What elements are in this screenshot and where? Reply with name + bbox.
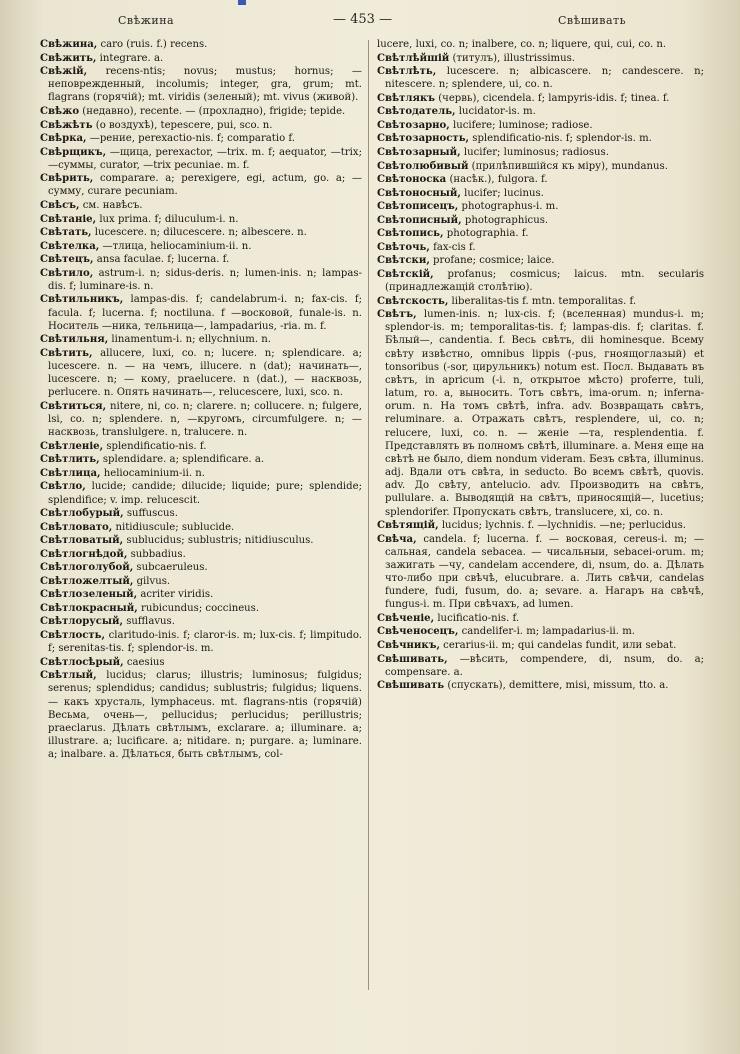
entry-definition: sufflavus. xyxy=(123,616,175,628)
entry-headword: Свѣрить, xyxy=(40,173,94,185)
page-number: — 453 — xyxy=(333,12,393,27)
entry-definition: astrum-i. n; sidus-deris. n; lumen-inis. n; lampas-dis. f; luminare-is. n. xyxy=(48,267,362,292)
entry-headword: Свѣтлый, xyxy=(40,670,97,682)
entry-headword: Свѣтлобурый, xyxy=(40,508,124,520)
entry-headword: Свѣтать, xyxy=(40,227,92,239)
dictionary-entry xyxy=(40,521,362,534)
entry-headword: Свѣсъ, xyxy=(40,200,80,211)
entry-headword: Свѣтлосѣрый, xyxy=(40,656,124,668)
entry-headword: Свѣжина, xyxy=(40,39,98,50)
dictionary-entry xyxy=(40,199,362,212)
entry-headword: Свѣшивать, xyxy=(377,653,448,665)
dictionary-entry xyxy=(377,639,704,652)
dictionary-entry xyxy=(377,187,704,200)
entry-headword: Свѣрка, xyxy=(40,133,87,145)
entry-definition: caesius xyxy=(123,656,165,668)
entry-definition: subcaeruleus. xyxy=(133,562,208,574)
entry-headword: Свѣтловатый, xyxy=(40,535,124,547)
dictionary-entry xyxy=(377,679,704,692)
entry-definition: ansa faculae. f; lucerna. f. xyxy=(93,254,230,266)
entry-headword: Свѣрщикъ, xyxy=(40,146,107,158)
entry-definition: (спускать), demittere, misi, missum, tto. a. xyxy=(444,680,669,692)
entry-headword: Свѣченосецъ, xyxy=(377,626,459,638)
entry-headword: Свѣчникъ, xyxy=(377,640,440,652)
entry-definition: gilvus. xyxy=(133,575,171,587)
entry-headword: Свѣтлорусый, xyxy=(40,616,124,628)
dictionary-entry xyxy=(40,561,362,574)
entry-headword: Свѣтозарный, xyxy=(377,146,461,158)
entry-headword: Свѣтскій, xyxy=(377,268,434,280)
entry-headword: Свѣжить, xyxy=(40,52,97,64)
entry-definition: lucide; candide; dilucide; liquide; pure; splendide; splendifice; v. imp. relucescit. xyxy=(48,481,362,506)
entry-headword: Свѣтелка, xyxy=(40,240,100,252)
entry-definition: cerarius-ii. m; qui candelas fundit, или sebat. xyxy=(439,640,677,652)
entry-headword: Свѣтлѣйшій xyxy=(377,52,450,64)
entry-definition: profane; cosmice; laice. xyxy=(429,255,555,267)
entry-headword: Свѣтлица, xyxy=(40,467,101,479)
dictionary-entry xyxy=(40,226,362,239)
entry-definition: nitidiuscule; sublucide. xyxy=(112,521,235,533)
entry-definition: —тлица, heliocaminium-ii. n. xyxy=(99,240,252,252)
entry-definition: splendificatio-nis. f; splendor-is. m. xyxy=(469,133,652,145)
entry-definition: lucescere. n; dilucescere. n; albescere. n. xyxy=(91,227,307,239)
entry-headword: Свѣча, xyxy=(377,533,417,545)
entry-headword: Свѣтопись, xyxy=(377,228,444,240)
entry-headword: Свѣтописный, xyxy=(377,214,462,226)
entry-definition: splendidare. a; splendificare. a. xyxy=(99,454,265,466)
entry-definition: linamentum-i. n; ellychnium. n. xyxy=(108,334,271,346)
dictionary-entry xyxy=(377,146,704,159)
dictionary-entry xyxy=(377,533,704,612)
entry-definition: rubicundus; coccineus. xyxy=(137,602,260,614)
dictionary-entry xyxy=(377,119,704,132)
entry-definition: —рение, perexactio-nis. f; comparatio f. xyxy=(86,133,295,145)
dictionary-entry xyxy=(377,200,704,213)
entry-headword: Свѣтлякъ xyxy=(377,92,436,104)
entry-definition: lucere, luxi, co. n; inalbere, co. n; liquere, qui, cui, co. n. xyxy=(377,39,667,50)
entry-definition: candela. f; lucerna. f. — восковая, cereus-i. m; — сальная, candela sebacea. — чисальныи, sebacei-orum. m; зажигать —чу, candelam accendere, di, nsum, do. a. Дѣлать что-либо при свѣчѣ, elucubrare. a. Лить свѣчи, candelas fundere, fudi, fusum, do. a; sevare. a. Нагаръ на свѣчѣ, fungus-i. m. При свѣчахъ, ad lumen. xyxy=(385,533,704,611)
entry-headword: Свѣтецъ, xyxy=(40,254,94,266)
entry-definition: photographus-i. m. xyxy=(458,201,559,213)
dictionary-entry xyxy=(40,656,362,669)
dictionary-entry xyxy=(40,575,362,588)
dictionary-entry xyxy=(377,308,704,519)
dictionary-entry xyxy=(40,347,362,400)
dictionary-entry xyxy=(40,253,362,266)
entry-definition: lux prima. f; diluculum-i. n. xyxy=(96,213,239,225)
dictionary-entry xyxy=(40,453,362,466)
entry-headword: Свѣтски, xyxy=(377,255,430,267)
right-column xyxy=(377,38,704,693)
dictionary-entry xyxy=(40,602,362,615)
entry-headword: Свѣтскость, xyxy=(377,295,449,307)
dictionary-entry xyxy=(377,52,704,65)
entry-definition: lucificatio-nis. f. xyxy=(434,612,520,624)
dictionary-entry xyxy=(40,548,362,561)
dictionary-entry xyxy=(377,227,704,240)
entry-headword: Свѣтлить, xyxy=(40,454,100,466)
entry-definition: liberalitas-tis f. mtn. temporalitas. f. xyxy=(448,295,637,307)
entry-definition: suffuscus. xyxy=(123,508,178,520)
dictionary-entry xyxy=(40,669,362,761)
dictionary-entry xyxy=(40,240,362,253)
entry-headword: Свѣтлѣть, xyxy=(377,66,437,78)
dictionary-entry xyxy=(40,65,362,104)
dictionary-entry xyxy=(40,534,362,547)
dictionary-entry xyxy=(40,293,362,332)
entry-headword: Свѣточь, xyxy=(377,241,430,253)
dictionary-entry xyxy=(40,172,362,198)
dictionary-entry xyxy=(40,267,362,293)
entry-headword: Свѣшивать xyxy=(377,680,445,692)
entry-definition: caro (ruis. f.) recens. xyxy=(97,39,208,50)
dictionary-entry xyxy=(377,519,704,532)
dictionary-entry xyxy=(40,467,362,480)
entry-definition: lumen-inis. n; lux-cis. f; (вселенная) mundus-i. m; splendor-is. m; temporalitas-tis. f; lampas-dis. f; claritas. f. Бѣлый—, candentia. f. Весь свѣтъ, dii hominesque. Всему свѣту извѣстно, omnibus lippis (-pus, гноящоглазый) et tonsoribus (-sor, цирульникъ) notum est. Посл. Выдавать въ свѣтъ, in apricum (-i. n, открытое мѣсто) proferre, tuli, latum, ro. a, выносить. Тотъ свѣтъ, ima-orum. n; inferna-orum. n. На томъ свѣтѣ, infra. adv. Возвращать свѣтъ, reluminare. a. Отражать свѣтъ, resplendere, ui, co. n; relucere, luxi, co. n. — женіе —та, resplendentia. f. Представлять въ полномъ свѣтѣ, illuminare. a. Меня еще на свѣтѣ не было, diem nondum videram. Безъ свѣта, illuminus. adj. Вдали отъ свѣта, in seducto. Во всемъ свѣтѣ, quovis. adv. До свѣту, antelucio. adv. Производить на свѣтъ, pullulare. a. Выводящій на свѣтъ, приносящій—, lucetius; splendorifer. Пропускать свѣтъ, translucere, xi, co. n. xyxy=(385,309,704,518)
entry-definition: (насѣк.), fulgora. f. xyxy=(446,174,548,186)
dictionary-entry xyxy=(40,615,362,628)
dictionary-entry xyxy=(377,65,704,91)
dictionary-entry xyxy=(377,241,704,254)
entry-definition: recens-ntis; novus; mustus; hornus; —неповрежденный, incolumis; integer, gra, grum; mt. flagrans (горячій); mt. viridis (зеленый); mt. vivus (живой). xyxy=(48,66,362,104)
entry-definition: lucifer; lucinus. xyxy=(460,187,544,199)
entry-definition: lucidus; lychnis. f. —lychnidis. —ne; perlucidus. xyxy=(438,520,686,532)
entry-headword: Свѣжо xyxy=(40,105,80,117)
dictionary-entry xyxy=(377,625,704,638)
entry-definition: (титулъ), illustrissimus. xyxy=(449,52,575,64)
dictionary-entry xyxy=(40,213,362,226)
entry-headword: Свѣтловато, xyxy=(40,521,113,533)
entry-headword: Свѣтиться, xyxy=(40,400,107,412)
entry-headword: Свѣжій, xyxy=(40,66,88,78)
dictionary-entry xyxy=(40,132,362,145)
entry-headword: Свѣтлость, xyxy=(40,629,106,641)
entry-headword: Свѣтописецъ, xyxy=(377,201,459,213)
entry-definition: comparare. a; perexigere, egi, actum, go. a; — сумму, curare pecuniam. xyxy=(48,173,362,198)
dictionary-entry xyxy=(377,214,704,227)
entry-definition: claritudo-inis. f; claror-is. m; lux-cis. f; limpitudo. f; serenitas-tis. f; splendor-is. m. xyxy=(48,629,362,655)
entry-headword: Свѣтолюбивый xyxy=(377,160,469,172)
entry-definition: splendificatio-nis. f. xyxy=(103,440,207,452)
entry-definition: lucifer; luminosus; radiosus. xyxy=(460,146,609,158)
entry-definition: candelifer-i. m; lampadarius-ii. m. xyxy=(458,626,635,638)
entry-definition: allucere, luxi, co. n; lucere. n; splendicare. a; lucescere. n. — на чемъ, illucere. n (dat); начинать—, lucescere. n; — кому, praelucere. n (dat.), — насквозь, perlucere. n. Опять начинать—, relucescere, luxi, sco. n. xyxy=(48,347,362,399)
entry-headword: Свѣтильня, xyxy=(40,334,109,346)
entry-headword: Свѣтлогнѣдой, xyxy=(40,548,128,560)
dictionary-entry xyxy=(40,38,362,51)
dictionary-entry xyxy=(377,92,704,105)
entry-headword: Свѣтящій, xyxy=(377,520,439,532)
dictionary-entry xyxy=(40,119,362,132)
entry-headword: Свѣтлоголубой, xyxy=(40,562,134,574)
entry-definition: acriter viridis. xyxy=(137,589,214,601)
running-head-left: Свѣжина xyxy=(118,14,175,27)
entry-headword: Свѣтаніе, xyxy=(40,213,97,225)
entry-headword: Свѣтоноска xyxy=(377,174,447,186)
bookmark-ribbon xyxy=(238,0,246,5)
column-divider xyxy=(368,40,369,990)
entry-definition: photographicus. xyxy=(461,214,549,226)
entry-headword: Свѣжѣть xyxy=(40,119,93,131)
dictionary-entry xyxy=(40,440,362,453)
entry-definition: (недавно), recente. — (прохладно), frigide; tepide. xyxy=(79,105,346,117)
entry-headword: Свѣтильникъ, xyxy=(40,294,124,306)
entry-headword: Свѣтить, xyxy=(40,347,93,359)
dictionary-entry xyxy=(40,480,362,506)
entry-definition: lucidus; clarus; illustris; luminosus; fulgidus; serenus; splendidus; candidus; sublustris; fulgidus; liquens. — какъ хрусталь, lymphaceus. mt. flagrans-ntis (горячій) Весьма, очень—, pellucidus; perlucidus; perillustris; praeclarus. Дѣлать свѣтлымъ, exclarare. a; illuminare. a; illustrare. a; lucificare. a; nitidare. n; purgare. a; luminare. a; inalbare. a. Дѣлаться, быть свѣтлымъ, col- xyxy=(48,670,362,761)
dictionary-entry xyxy=(40,400,362,439)
entry-headword: Свѣтъ, xyxy=(377,309,417,321)
entry-headword: Свѣтлозеленый, xyxy=(40,589,138,601)
dictionary-entry xyxy=(377,173,704,186)
entry-definition: nitere, ni, co. n; clarere. n; collucere. n; fulgere, lsi, co. n; splendere. n, —кругомъ, circumfulgere. n; — насквозь, translulgere. n, tralucere. n. xyxy=(48,400,362,439)
dictionary-entry xyxy=(40,52,362,65)
dictionary-entry xyxy=(377,268,704,294)
entry-headword: Свѣтоносный, xyxy=(377,187,461,199)
entry-definition: —щица, perexactor, —trix. m. f; aequator, —trix; —суммы, curator, —trix pecuniae. m. f. xyxy=(48,146,362,171)
dictionary-entry xyxy=(377,612,704,625)
dictionary-entry xyxy=(377,295,704,308)
dictionary-entry xyxy=(40,629,362,655)
entry-headword: Свѣтло, xyxy=(40,481,86,493)
entry-definition: photographia. f. xyxy=(443,228,529,240)
entry-definition: —вѣсить, compendere, di, nsum, do. a; compensare. a. xyxy=(385,653,704,678)
entry-definition: lampas-dis. f; candelabrum-i. n; fax-cis. f; facula. f; lucerna. f; noctiluna. f —восковой, funale-is. n. Носитель —ника, тельница—, lampadarius, -ria. m. f. xyxy=(48,294,362,332)
entry-definition: (о воздухѣ), tepescere, pui, sco. n. xyxy=(92,119,273,131)
dictionary-entry xyxy=(40,507,362,520)
entry-headword: Свѣтлокрасный, xyxy=(40,602,138,614)
running-head-right: Свѣшивать xyxy=(558,14,627,27)
page-header xyxy=(38,10,698,32)
left-column xyxy=(40,38,362,762)
entry-definition: subbadius. xyxy=(127,548,186,560)
entry-definition: heliocaminium-ii. n. xyxy=(100,467,205,479)
dictionary-entry xyxy=(377,105,704,118)
dictionary-entry xyxy=(40,588,362,601)
entry-definition: profanus; cosmicus; laicus. mtn. secularis (принадлежащій столѣтію). xyxy=(385,268,704,294)
dictionary-entry xyxy=(40,146,362,172)
entry-definition: (червь), cicendela. f; lampyris-idis. f; tinea. f. xyxy=(435,92,670,104)
dictionary-entry xyxy=(377,254,704,267)
dictionary-entry xyxy=(377,653,704,679)
entry-definition: lucescere. n; albicascere. n; candescere. n; nitescere. n; splendere, ui, co. n. xyxy=(385,66,704,91)
dictionary-entry xyxy=(40,333,362,346)
entry-headword: Свѣтозарность, xyxy=(377,133,470,145)
dictionary-entry xyxy=(377,160,704,173)
entry-definition: sublucidus; sublustris; nitidiusculus. xyxy=(123,535,314,547)
entry-definition: lucifere; luminose; radiose. xyxy=(449,119,593,131)
entry-headword: Свѣтложелтый, xyxy=(40,575,134,587)
entry-headword: Свѣтодатель, xyxy=(377,106,456,118)
dictionary-entry xyxy=(377,132,704,145)
entry-headword: Свѣтленіе, xyxy=(40,440,104,452)
entry-definition: (прилѣпившійся къ міру), mundanus. xyxy=(468,160,668,172)
entry-headword: Свѣтозарно, xyxy=(377,119,450,131)
entry-definition: fax-cis f. xyxy=(429,241,476,253)
dictionary-entry xyxy=(377,38,704,51)
entry-headword: Свѣтило, xyxy=(40,267,94,279)
entry-definition: lucidator-is. m. xyxy=(455,106,536,118)
entry-definition: см. навѣсъ. xyxy=(79,200,143,211)
entry-headword: Свѣченіе, xyxy=(377,612,435,624)
entry-definition: integrare. a. xyxy=(96,52,164,64)
dictionary-entry xyxy=(40,105,362,118)
